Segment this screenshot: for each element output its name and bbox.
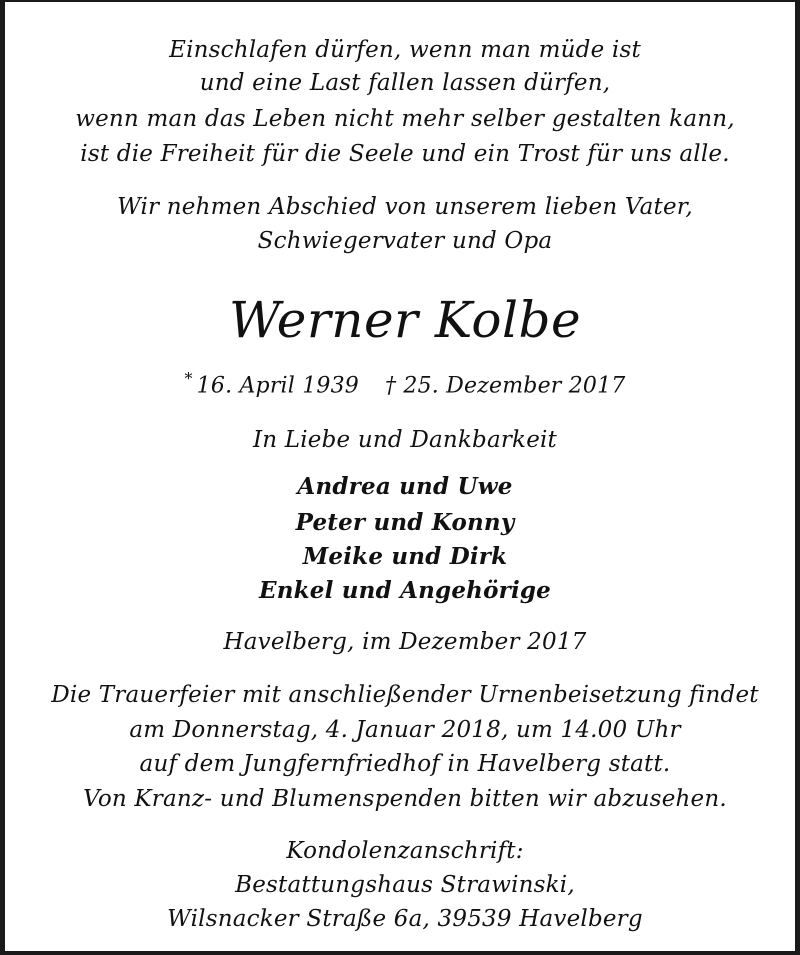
life-dates <box>5 364 800 401</box>
place-date: Havelberg, im Dezember 2017 <box>223 629 587 655</box>
mourner-2: Peter und Konny <box>295 509 515 536</box>
mourner-3: Meike und Dirk <box>302 543 508 570</box>
service-line-2: am Donnerstag, 4. Januar 2018, um 14.00 Uhr <box>129 717 681 743</box>
mourner-4: Enkel und Angehörige <box>258 577 552 604</box>
condolence-line-2: Wilsnacker Straße 6a, 39539 Havelberg <box>167 906 643 932</box>
farewell-line-2: Schwiegervater und Opa <box>257 228 553 254</box>
condolence-line-1: Bestattungshaus Strawinski, <box>235 872 575 898</box>
deceased-name: Werner Kolbe <box>228 291 582 349</box>
service-line-4: Von Kranz- und Blumenspenden bitten wir abzusehen. <box>83 786 727 812</box>
condolence-heading: Kondolenzanschrift: <box>286 838 524 864</box>
poem-line-3: wenn man das Leben nicht mehr selber gestalten kann, <box>75 106 735 132</box>
death-date: † 25. Dezember 2017 <box>385 373 626 399</box>
poem-line-2: und eine Last fallen lassen dürfen, <box>199 70 611 96</box>
poem-line-1: Einschlafen dürfen, wenn man müde ist <box>169 37 641 63</box>
poem-line-4: ist die Freiheit für die Seele und ein Trost für uns alle. <box>80 141 730 167</box>
farewell-line-1: Wir nehmen Abschied von unserem lieben Vater, <box>117 194 693 220</box>
gratitude-line: In Liebe und Dankbarkeit <box>252 427 558 453</box>
service-line-3: auf dem Jungfernfriedhof in Havelberg statt. <box>139 751 671 777</box>
mourner-1: Andrea und Uwe <box>297 473 513 500</box>
service-line-1: Die Trauerfeier mit anschließender Urnenbeisetzung findet <box>51 682 759 708</box>
birth-star-symbol: * <box>184 369 193 388</box>
birth-date: 16. April 1939 <box>196 373 359 399</box>
